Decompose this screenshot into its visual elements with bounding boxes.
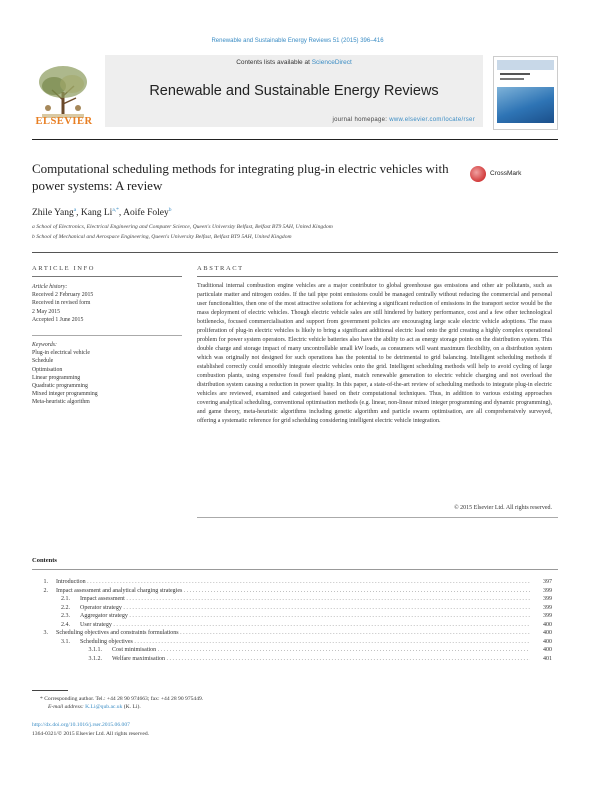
toc-entry[interactable]: [32, 587, 552, 596]
journal-homepage: [105, 117, 483, 123]
history-line: Received in revised form: [32, 300, 91, 307]
keyword: Mixed integer programming: [32, 391, 98, 398]
toc-number: 3.1.1.: [88, 647, 102, 653]
corresponding-author-note: * Corresponding author. Tel.: +44 28 90 974663; fax: +44 28 90 975449.: [40, 696, 204, 702]
contents-prefix: Contents lists available at: [236, 59, 312, 66]
history-line: 2 May 2015: [32, 308, 61, 315]
contents-heading: Contents: [32, 557, 57, 564]
keyword: Quadratic programming: [32, 383, 88, 390]
cover-artwork: [497, 87, 554, 123]
toc-title[interactable]: Operator strategy . . .: [80, 604, 530, 613]
toc-page[interactable]: 400: [543, 638, 552, 645]
copyright-notice: © 2015 Elsevier Ltd. All rights reserved.: [454, 505, 552, 511]
toc-entry[interactable]: [32, 621, 552, 630]
keywords-label: Keywords:: [32, 342, 57, 348]
section-rule: [32, 252, 558, 253]
toc-number: 2.1.: [61, 596, 70, 602]
email-label: E-mail address:: [48, 704, 84, 710]
toc-number: 3.1.: [61, 638, 70, 645]
keyword: Meta-heuristic algorithm: [32, 399, 90, 406]
author-affiliation-mark[interactable]: a,*: [112, 207, 119, 213]
abstract-text: Traditional internal combustion engine vehicles are a major contributor to global greenhouse gas emissions and other air pollutants, such as particulate matter and nitrogen oxides. If the tail pipe point emissions could be managed centrally without reducing the commercial and personal user functionalities, then one of the most attractive solutions for achieving a significant reduction of emissions in the transport sector would be the mass deployment of electric vehicles. Though electric vehicle sales are still hindered by battery performance, cost and a few other technological bottlenecks, focused commercialisation and support from government policies are encouraging large scale electric vehicle adoptions. The mass proliferation of plug-in electric vehicles is likely to bring a significant additional electric load onto the grid creating a highly complex operational problem for power system operators. Electric vehicle batteries also have the ability to act as energy storage points on the distribution system. This double charge and storage impact of many uncontrollable small kW loads, as consumers will want maximum flexibility, on a distribution system which was originally not designed for such operations has the potential to be detrimental to grid balancing. Intelligent scheduling methods if established correctly could smoothly integrate electric vehicles onto the grid. Intelligent scheduling methods will help to avoid cycling of large combustion plants, using expensive fossil fuel peaking plant, match renewable generation to electric vehicle charging and not overload the distribution system causing a reduction in power quality. In this paper, a state-of-the-art review of scheduling methods to integrate plug-in electric vehicles are reviewed, examined and categorised based on their computational techniques. Thus, in addition to various existing approaches covering analytical scheduling, conventional optimisation methods (e.g. linear, non-linear mixed integer programming and dynamic programming), and game theory, meta-heuristic algorithms including genetic algorithm and particle swarm optimisation, are all comprehensively surveyed, offering a systematic reference for grid scheduling considering intelligent electric vehicle integration.: [197, 283, 552, 424]
cover-text-mark: [500, 78, 524, 80]
table-of-contents: [32, 578, 552, 663]
homepage-link[interactable]: www.elsevier.com/locate/rser: [389, 117, 475, 123]
keywords: [32, 341, 182, 407]
journal-cover-image: [493, 56, 558, 130]
toc-title[interactable]: Impact assessment and analytical charging strategies . . .: [56, 587, 530, 596]
toc-title[interactable]: User strategy . . .: [80, 621, 530, 630]
crossmark-label[interactable]: CrossMark: [490, 170, 522, 177]
email-link[interactable]: K.Li@qub.ac.uk: [85, 704, 123, 710]
toc-page[interactable]: 399: [543, 596, 552, 602]
toc-number: 2.2.: [61, 604, 70, 611]
toc-entry[interactable]: [32, 612, 552, 621]
toc-entry[interactable]: [32, 646, 552, 655]
divider: [197, 517, 558, 518]
footnote-rule: [32, 690, 68, 691]
toc-entry[interactable]: [32, 629, 552, 638]
history-line: Received 2 February 2015: [32, 292, 94, 299]
article-info-heading: ARTICLE INFO: [32, 265, 96, 272]
journal-title: Renewable and Sustainable Energy Reviews: [149, 83, 439, 99]
toc-title[interactable]: Scheduling objectives and constraints formulations . . .: [56, 629, 530, 638]
affiliation: a School of Electronics, Electrical Engineering and Computer Science, Queen's University Belfast, Belfast BT9 5AH, United Kingdom: [32, 224, 333, 230]
author-list: Zhile Yang$^a$, Kang $Li^{a,*}$, Aoife Foley$^b$: [32, 207, 172, 219]
toc-number: 2.4.: [61, 621, 70, 628]
toc-page[interactable]: 400: [543, 621, 552, 628]
crossmark-icon[interactable]: [470, 166, 486, 182]
sciencedirect-link[interactable]: ScienceDirect: [311, 59, 352, 66]
toc-title[interactable]: Aggregator strategy . . .: [80, 612, 530, 621]
toc-number: 3.1.2.: [88, 655, 102, 662]
toc-page[interactable]: 399: [543, 604, 552, 611]
affiliation: b School of Mechanical and Aerospace Engineering, Queen's University Belfast, Belfast BT9 5AH, United Kingdom: [32, 234, 292, 240]
contents-available-line: [105, 59, 483, 66]
toc-title[interactable]: Welfare maximisation . . .: [112, 655, 530, 664]
divider: [32, 276, 182, 277]
history-line: Accepted 1 June 2015: [32, 316, 84, 323]
toc-title[interactable]: Cost minimisation . . .: [112, 646, 530, 655]
toc-entry[interactable]: [32, 655, 552, 664]
history-label: Article history:: [32, 284, 68, 290]
toc-entry[interactable]: [32, 638, 552, 647]
toc-page[interactable]: 399: [543, 587, 552, 594]
article-title: Computational scheduling methods for integrating plug-in electric vehicles with power systems: A review: [32, 161, 449, 193]
header-rule: [32, 139, 558, 140]
author-name: Kang Li: [80, 208, 113, 219]
cover-text-mark: [500, 73, 530, 75]
toc-number: 2.3.: [61, 613, 70, 619]
doi-link[interactable]: http://dx.doi.org/10.1016/j.rser.2015.06.007: [32, 722, 130, 728]
toc-page[interactable]: 400: [543, 647, 552, 653]
toc-entry[interactable]: [32, 604, 552, 613]
toc-number: 1.: [43, 579, 48, 585]
toc-number: 3.: [43, 630, 48, 636]
cover-band: [497, 60, 554, 70]
toc-title[interactable]: Introduction . . .: [56, 578, 530, 587]
author-affiliation-mark[interactable]: b: [168, 207, 172, 213]
toc-page[interactable]: 399: [543, 613, 552, 619]
issn-line: 1364-0321/© 2015 Elsevier Ltd. All rights reserved.: [32, 731, 150, 737]
publisher-name: ELSEVIER: [35, 116, 93, 127]
running-header: Renewable and Sustainable Energy Reviews 51 (2015) 396–416: [211, 38, 384, 44]
toc-entry[interactable]: [32, 595, 552, 604]
keyword: Linear programming: [32, 374, 81, 381]
abstract-heading: ABSTRACT: [197, 265, 244, 272]
email-suffix: (K. Li).: [122, 704, 141, 710]
divider: [197, 276, 558, 277]
toc-title[interactable]: Impact assessment . . .: [80, 595, 530, 604]
article-history: [32, 283, 182, 324]
toc-page[interactable]: 397: [543, 579, 552, 585]
toc-number: 2.: [43, 587, 48, 594]
toc-entry[interactable]: [32, 578, 552, 587]
author-name: Zhile Yang: [32, 208, 74, 219]
divider: [32, 335, 182, 336]
email-note: [48, 704, 548, 710]
toc-page[interactable]: 400: [543, 630, 552, 636]
author-name: Aoife Foley: [123, 208, 169, 219]
keyword: Plug-in electrical vehicle: [32, 350, 90, 357]
toc-page[interactable]: 401: [543, 655, 552, 662]
keyword: Schedule: [32, 358, 54, 365]
homepage-prefix: journal homepage:: [332, 117, 390, 123]
author-affiliation-mark[interactable]: a: [73, 207, 77, 213]
divider: [32, 569, 558, 570]
keyword: Optimisation: [32, 366, 63, 373]
toc-title[interactable]: Scheduling objectives . . .: [80, 638, 530, 647]
